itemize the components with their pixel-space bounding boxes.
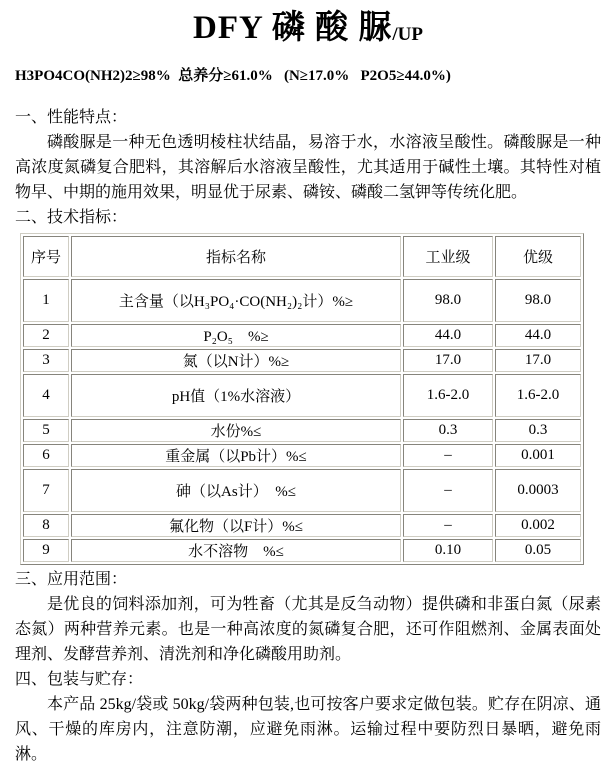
row-no-cell: 5 [23,419,69,442]
premium-grade-cell: 98.0 [495,279,581,322]
indicator-name-cell: 主含量（以H₃PO₄·CO(NH₂)₂计）%≥ [71,279,401,322]
section-performance-body: 磷酸脲是一种无色透明棱柱状结晶，易溶于水，水溶液呈酸性。磷酸脲是一种高浓度氮磷复合肥料，其溶解后水溶液呈酸性，尤其适用于碱性土壤。其特性对植物早、中期的施用效果，明显优于尿素、磷铵、磷酸二氢钾等传统化肥。 [15,134,601,202]
table-row [23,349,581,372]
section-performance-heading: 一、性能特点： [15,109,128,127]
indicator-name-cell: 氮（以N计）%≥ [71,349,401,372]
premium-grade-cell: 0.0003 [495,469,581,512]
page-title-suffix: /UP [392,24,423,45]
spec-summary-line: H3PO4CO(NH2)2≥98% 总养分≥61.0% (N≥17.0% P2O5≥44.0%) [15,68,451,85]
table-row [23,374,581,417]
premium-grade-cell: 0.05 [495,539,581,562]
industrial-grade-cell: 0.3 [403,419,493,442]
row-no-cell: 4 [23,374,69,417]
row-no-cell: 6 [23,444,69,467]
section-packaging-heading: 四、包装与贮存： [15,671,144,689]
industrial-grade-cell: 0.10 [403,539,493,562]
spec-table [20,233,584,565]
premium-grade-cell: 0.3 [495,419,581,442]
row-no-cell: 3 [23,349,69,372]
row-no-cell: 2 [23,324,69,347]
indicator-name-cell: 重金属（以Pb计）%≤ [71,444,401,467]
indicator-name-cell: 水不溶物 %≤ [71,539,401,562]
table-row [23,419,581,442]
premium-grade-cell: 0.001 [495,444,581,467]
indicator-name-cell: 砷（以As计） %≤ [71,469,401,512]
indicator-name-cell: pH值（1%水溶液） [71,374,401,417]
table-row [23,279,581,322]
row-no-cell: 9 [23,539,69,562]
industrial-grade-cell: 98.0 [403,279,493,322]
table-header-row [23,236,581,277]
premium-grade-cell: 1.6-2.0 [495,374,581,417]
industrial-grade-cell: 17.0 [403,349,493,372]
page-title-main: DFY 磷 酸 脲 [193,10,393,46]
row-no-cell: 7 [23,469,69,512]
industrial-grade-cell: – [403,469,493,512]
indicator-name-cell: 水份%≤ [71,419,401,442]
table-row [23,324,581,347]
section-application-body: 是优良的饲料添加剂，可为牲畜（尤其是反刍动物）提供磷和非蛋白氮（尿素态氮）两种营养元素。也是一种高浓度的氮磷复合肥，还可作阻燃剂、金属表面处理剂、发酵营养剂、清洗剂和净化磷酸用助剂。 [15,596,601,664]
premium-grade-cell: 0.002 [495,514,581,537]
table-row [23,444,581,467]
industrial-grade-cell: 44.0 [403,324,493,347]
header-premium-grade: 优级 [495,236,581,277]
premium-grade-cell: 44.0 [495,324,581,347]
indicator-name-cell: P₂O₅ %≥ [71,324,401,347]
industrial-grade-cell: 1.6-2.0 [403,374,493,417]
industrial-grade-cell: – [403,514,493,537]
table-row [23,469,581,512]
page-title [15,5,601,51]
premium-grade-cell: 17.0 [495,349,581,372]
header-industrial-grade: 工业级 [403,236,493,277]
section-specs-heading: 二、技术指标： [15,209,128,227]
industrial-grade-cell: – [403,444,493,467]
table-row [23,539,581,562]
header-indicator-name: 指标名称 [71,236,401,277]
row-no-cell: 8 [23,514,69,537]
row-no-cell: 1 [23,279,69,322]
table-row [23,514,581,537]
section-packaging-body: 本产品 25kg/袋或 50kg/袋两种包装,也可按客户要求定做包装。贮存在阴凉、通风、干燥的库房内，注意防潮，应避免雨淋。运输过程中要防烈日暴晒，避免雨淋。 [15,696,601,764]
header-no: 序号 [23,236,69,277]
section-application-heading: 三、应用范围： [15,571,128,589]
indicator-name-cell: 氟化物（以F计）%≤ [71,514,401,537]
